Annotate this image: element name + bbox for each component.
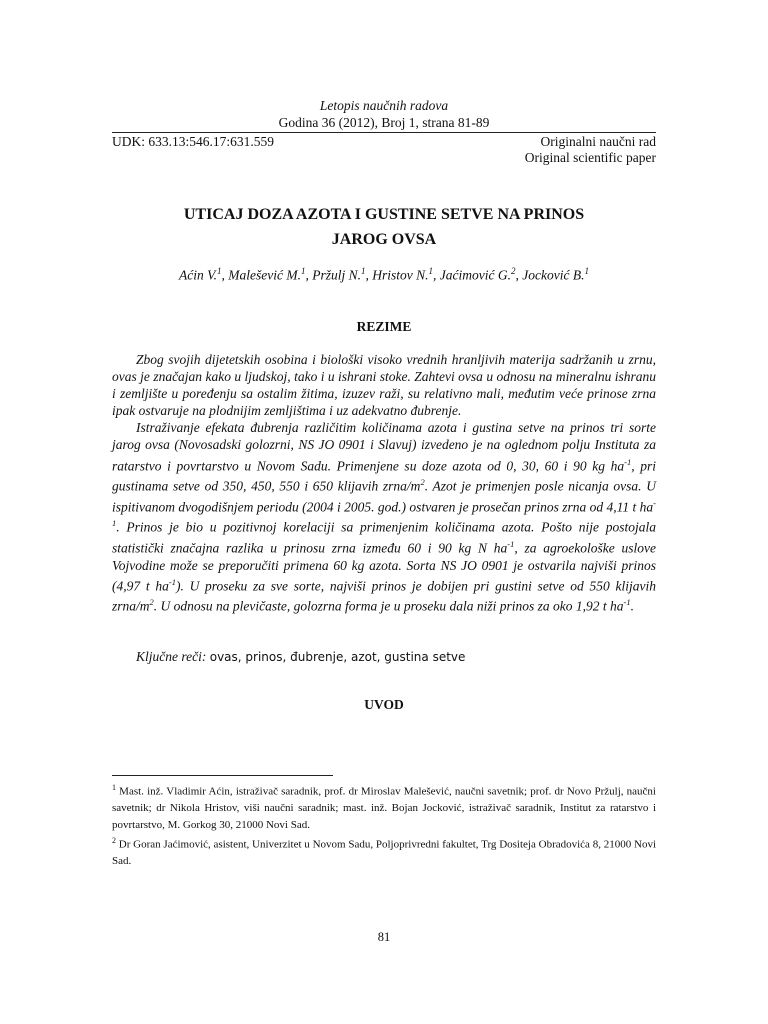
unit-exponent: -1	[624, 456, 632, 467]
unit-exponent: -1	[112, 497, 656, 529]
unit-exponent: 2	[149, 597, 154, 608]
author-list	[112, 262, 656, 285]
header-rule	[112, 132, 656, 133]
abstract-paragraph-1: Zbog svojih dijetetskih osobina i biološki visoko vrednih hranljivih materija sadržanih u zrnu, ovas je značajan kako u ljudskoj, tako i u ishrani stoke. Zahtevi ovsa u odnosu na mineralnu ishranu i zemljište u poređenju sa ostalim žitima, izuzev raži, su relativno mali, međutim veće prinose zrna ipak ostvaruje na plodnijim zemljištima i uz adekvatno đubrenje.	[112, 352, 656, 419]
paper-type-english: Original scientific paper	[524, 150, 656, 165]
footnote-2	[112, 833, 656, 870]
abstract-paragraph-2	[112, 419, 656, 614]
footnote-mark: 2	[112, 836, 116, 846]
unit-exponent: 2	[420, 477, 425, 488]
author-name: Pržulj N.	[312, 267, 362, 283]
abstract-text: ). U proseku za sve sorte, najviši prinos je dobijen pri gustini setve od 550 klijavih zrna/m	[112, 578, 656, 614]
author-name: Hristov N.	[372, 267, 429, 283]
author-separator: ,	[365, 267, 373, 283]
author-separator: ,	[221, 267, 229, 283]
author-name: Jaćimović G.	[439, 267, 511, 283]
page-number: 81	[377, 930, 391, 944]
udk-row	[112, 134, 656, 150]
paper-type-local: Originalni naučni rad	[540, 134, 656, 149]
paper-title	[112, 202, 656, 252]
author-affiliation-mark: 1	[584, 266, 589, 276]
abstract-text: . Prinos je bio u pozitivnoj korelaciji sa primenjenim količinama azota. Pošto nije postojala statistički značajna razlika u prinosu zrna između 60 i 90 kg N ha	[112, 519, 656, 556]
unit-exponent: -1	[168, 576, 176, 587]
abstract-heading: REZIME	[356, 319, 412, 334]
abstract-text: , pri gustinama setve od 350, 450, 550 i 650 klijavih zrna/m	[112, 458, 656, 494]
abstract-text: Istraživanje efekata đubrenja različitim količinama azota i gustina setve na prinos tri sorte jarog ovsa (Novosadski golozrni, NS JO 0901 i Slavuj) izvedeno je na oglednom polju Instituta za ratarstvo i povrtarstvo u Novom Sadu. Primenjene su doze azota od 0, 30, 60 i 90 kg ha	[112, 420, 656, 474]
abstract-text: .	[630, 598, 634, 614]
footnote-rule	[112, 775, 333, 776]
author-affiliation-mark: 1	[361, 266, 366, 276]
author-name: Malešević M.	[228, 267, 301, 283]
journal-header	[112, 98, 656, 166]
footnote-mark: 1	[112, 783, 116, 792]
abstract-text: . Azot je primenjen posle nicanja ovsa. U ispitivanom dvogodišnjem periodu (2004 i 2005. god.) ostvaren je prosečan prinos zrna od 4,11 t ha	[112, 478, 656, 515]
author-affiliation-mark: 1	[217, 266, 222, 276]
footnote-text: Dr Goran Jaćimović, asistent, Univerzitet u Novom Sadu, Poljoprivredni fakultet, Trg Dositeja Obradovića 8, 21000 Novi Sad.	[112, 838, 656, 868]
unit-exponent: -1	[507, 538, 515, 549]
unit-exponent: -1	[623, 597, 631, 608]
footnotes	[112, 780, 656, 870]
keywords-label: Ključne reči:	[136, 649, 207, 664]
title-line-2: JAROG OVSA	[331, 231, 437, 248]
abstract-body	[112, 351, 656, 615]
abstract-text: , za agroekološke uslove Vojvodine može se preporučiti primena 60 kg azota. Sorta NS JO 0901 je ostvarila najviši prinos (4,97 t ha	[112, 540, 656, 594]
author-separator: ,	[433, 267, 440, 283]
author-separator: ,	[515, 267, 523, 283]
footnote-1	[112, 780, 656, 833]
author-affiliation-mark: 2	[511, 266, 516, 276]
udk-code: UDK: 633.13:546.17:631.559	[112, 134, 274, 149]
abstract-text: . U odnosu na plevičaste, golozrna forma je u proseku dala niži prinos za oko 1,92 t ha	[153, 598, 624, 614]
footnote-text: Mast. inž. Vladimir Aćin, istraživač saradnik, prof. dr Miroslav Malešević, naučni savetnik; prof. dr Novo Pržulj, naučni savetnik; dr Nikola Hristov, viši naučni saradnik; mast. inž. Bojan Jocković, istraživač saradnik, Institut za ratarstvo i povrtarstvo, M. Gorkog 30, 21000 Novi Sad.	[112, 785, 656, 831]
author-name: Aćin V.	[179, 267, 218, 283]
author-name: Jocković B.	[522, 267, 585, 283]
title-line-1: UTICAJ DOZA AZOTA I GUSTINE SETVE NA PRINOS	[183, 206, 585, 223]
author-affiliation-mark: 1	[301, 266, 306, 276]
intro-heading: UVOD	[364, 697, 404, 712]
author-affiliation-mark: 1	[428, 266, 434, 276]
journal-name: Letopis naučnih radova	[319, 98, 449, 113]
keywords-text: ovas, prinos, đubrenje, azot, gustina setve	[209, 650, 466, 664]
keywords	[112, 648, 656, 666]
author-separator: ,	[305, 267, 313, 283]
issue-info: Godina 36 (2012), Broj 1, strana 81-89	[278, 115, 490, 130]
